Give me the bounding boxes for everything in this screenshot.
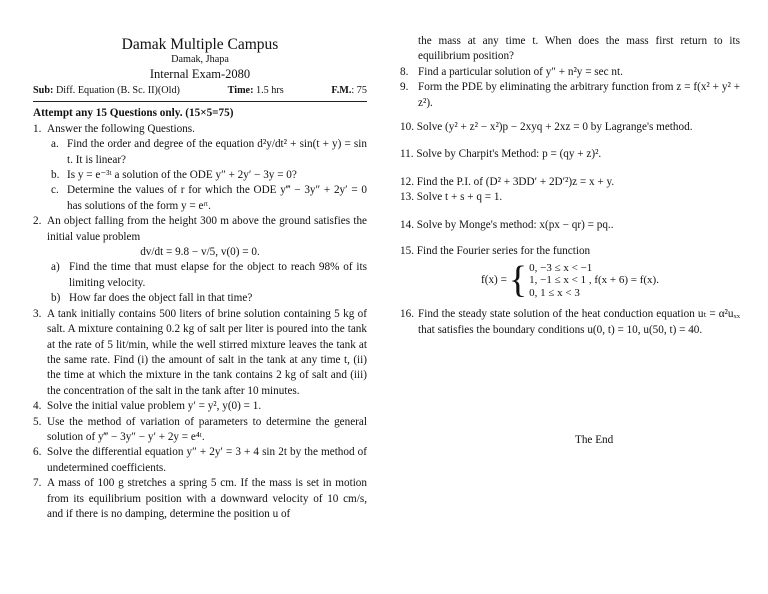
college-name: Damak Multiple Campus	[121, 36, 279, 53]
brace-glyph: {	[508, 259, 528, 302]
question-8: 8. Find a particular solution of y″ + n²y = sec nt.	[400, 65, 623, 78]
question-14: 14. Solve by Monge's method: x(px − qr) = pq..	[400, 218, 614, 231]
question-7: 7. A mass of 100 g stretches a spring 5 cm. If the mass is set in motion from its equilibrium position with a downward velocity of 10 cm/s, and if there is no damping, determine the position u of	[33, 477, 367, 520]
question-2b: b) How far does the object fall in that time?	[51, 292, 253, 305]
exam-meta-row	[33, 83, 367, 102]
question-1c: c. Determine the values of r for which the ODE y‴ − 3y″ + 2y′ = 0 has solutions of the form y = eʳᵗ.	[51, 184, 367, 212]
question-16: 16. Find the steady state solution of the heat conduction equation uₜ = α²uₓₓ that satisfies the boundary conditions u(0, t) = 10, u(50, t) = 40.	[400, 308, 740, 336]
end-marker: The End	[575, 434, 614, 446]
question-2a: a) Find the time that must elapse for the object to reach 98% of its limiting velocity.	[51, 261, 367, 289]
question-1: 1. Answer the following Questions.	[33, 122, 195, 135]
question-4: 4. Solve the initial value problem y′ = y², y(0) = 1.	[33, 400, 262, 413]
question-1b: b. Is y = e⁻³ᵗ a solution of the ODE y″ + 2y′ − 3y = 0?	[51, 169, 297, 182]
case-3: 0, 1 ≤ x < 3	[529, 286, 580, 299]
question-11: 11. Solve by Charpit's Method: p = (qy + z)².	[400, 148, 602, 161]
question-5: 5. Use the method of variation of parameters to determine the general solution of y‴ − 3y″ − y′ + 2y = e⁴ᵗ.	[33, 415, 367, 443]
question-3: 3. A tank initially contains 500 liters of brine solution containing 5 kg of salt. A mixture containing 0.2 kg of salt per liter is poured into the tank at the rate of 5 lit/min, while the well stirred mixture leaves the tank at the same rate. Find (i) the amount of salt in the tank at any time t, (ii) the time at which the mixture in the tank contains 2 kg of salt and (iii) the concentration of the salt in the tank after 10 minutes.	[33, 307, 367, 397]
question-9: 9. Form the PDE by eliminating the arbitrary function from z = f(x² + y² + z²).	[400, 81, 740, 109]
exam-title: Internal Exam-2080	[149, 67, 251, 81]
right-column	[400, 34, 740, 338]
piecewise-lhs: f(x) =	[481, 273, 507, 286]
question-1a: a. Find the order and degree of the equation d²y/dt² + sin(t + y) = sin t. It is linear?	[51, 138, 367, 166]
question-12: 12. Find the P.I. of (D² + 3DD′ + 2D′²)z = x + y.	[400, 175, 615, 188]
piecewise-function	[400, 259, 740, 302]
full-marks: F.M.: 75	[331, 85, 367, 96]
question-2: 2. An object falling from the height 300 m above the ground satisfies the initial value problem	[33, 215, 367, 243]
left-column	[33, 0, 367, 522]
subject-info: Sub: Diff. Equation (B. Sc. II)(Old)	[33, 85, 180, 96]
question-13: 13. Solve t + s + q = 1.	[400, 191, 503, 204]
question-6: 6. Solve the differential equation y″ + 2y′ = 3 + 4 sin 2t by the method of undetermined coefficients.	[33, 446, 367, 474]
question-10: 10. Solve (y² + z² − x²)p − 2xyq + 2xz = 0 by Lagrange's method.	[400, 121, 693, 134]
question-15: 15. Find the Fourier series for the function	[400, 245, 591, 258]
question-2-equation: dv/dt = 9.8 − v/5, v(0) = 0.	[140, 246, 260, 259]
piecewise-cases	[529, 262, 659, 300]
time-info: Time: 1.5 hrs	[227, 85, 284, 96]
case-1: 0, −3 ≤ x < −1	[529, 261, 593, 274]
case-2: 1, −1 ≤ x < 1 , f(x + 6) = f(x).	[529, 274, 659, 287]
instruction: Attempt any 15 Questions only. (15×5=75)	[33, 107, 234, 120]
college-address: Damak, Jhapa	[171, 54, 229, 65]
question-7-continued: the mass at any time t. When does the mass first return to its equilibrium position?	[418, 35, 740, 63]
